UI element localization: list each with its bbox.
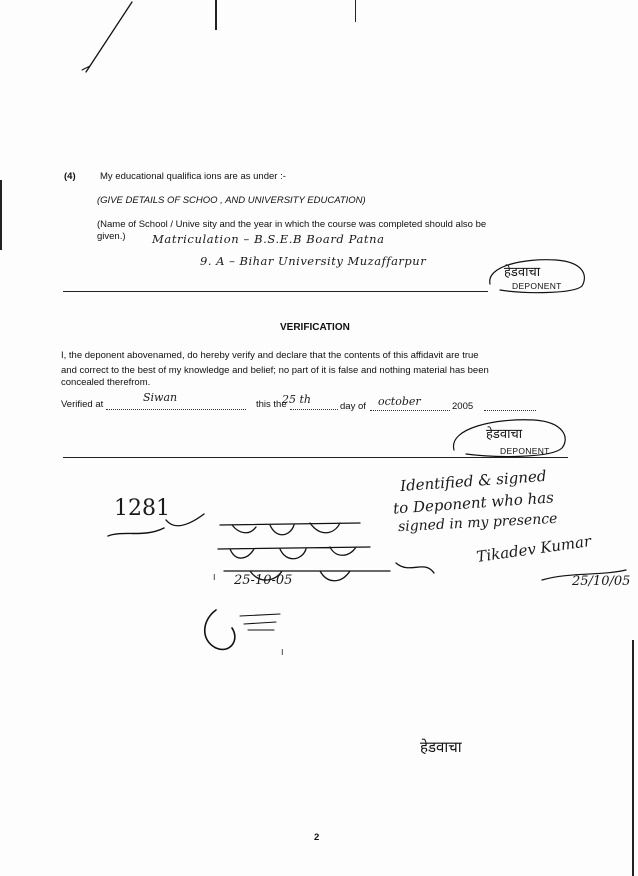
registration-scribble	[104, 500, 224, 550]
identification-line-1: Identified & signed	[399, 466, 547, 496]
month-blank	[370, 410, 450, 411]
advocate-date: 25/10/05	[572, 574, 631, 589]
education-entry-2: 9. A – Bihar University Muzaffarpur	[200, 254, 427, 268]
verification-para-line1: I, the deponent abovenamed, do hereby verify and declare that the contents of this affidavit are true	[61, 350, 479, 361]
section-note-line2: given.)	[97, 231, 126, 242]
day-blank	[290, 409, 338, 410]
footer-deponent-signature: हेडवाचा	[420, 738, 462, 756]
verified-year: 2005	[452, 401, 474, 412]
verification-para-line3: concealed therefrom.	[61, 377, 151, 388]
verified-at-blank	[106, 409, 246, 410]
deponent-label-2: DEPONENT	[500, 446, 550, 456]
section-number: (4)	[64, 171, 76, 182]
scan-mark	[80, 0, 140, 80]
verified-month: october	[378, 395, 421, 408]
section-note-line1: (Name of School / Unive sity and the year in which the course was completed should also be	[97, 219, 487, 230]
verification-divider	[63, 457, 568, 458]
scan-mark: ।	[280, 647, 284, 658]
scan-mark	[215, 0, 217, 30]
deponent-signature-2: हेडवाचा	[486, 427, 523, 442]
oath-stamp	[196, 600, 286, 660]
section-divider	[63, 291, 488, 292]
deponent-signature-1: हेडवाचा	[504, 265, 541, 280]
oath-date: 25-10-05	[234, 573, 293, 588]
section-instruction: (GIVE DETAILS OF SCHOO , AND UNIVERSITY EDUCATION)	[97, 195, 366, 206]
year-blank	[484, 410, 536, 411]
advocate-signature: Tikadev Kumar	[475, 532, 593, 566]
section-heading: My educational qualifica ions are as under :-	[100, 171, 286, 182]
scan-mark	[355, 0, 356, 22]
verification-title: VERIFICATION	[280, 322, 350, 333]
verification-para-line2: and correct to the best of my knowledge and belief; no part of it is false and nothing material has been	[61, 365, 489, 376]
page-number: 2	[314, 832, 320, 843]
education-entry-1: Matriculation – B.S.E.B Board Patna	[152, 232, 385, 246]
registration-number: 1281	[114, 496, 170, 521]
verified-at-label: Verified at	[61, 399, 104, 410]
oath-commissioner-signature	[210, 515, 460, 605]
deponent-label-1: DEPONENT	[512, 281, 562, 291]
scan-edge	[632, 640, 634, 876]
identification-line-2: to Deponent who has	[392, 488, 555, 518]
scan-mark: ।	[212, 572, 216, 583]
verified-place: Siwan	[143, 391, 178, 404]
day-of-label: day of	[340, 401, 366, 412]
scan-mark	[0, 180, 2, 250]
this-the-label: this the	[256, 399, 287, 410]
verified-day: 25 th	[282, 393, 311, 406]
identification-line-3: signed in my presence	[397, 510, 558, 536]
